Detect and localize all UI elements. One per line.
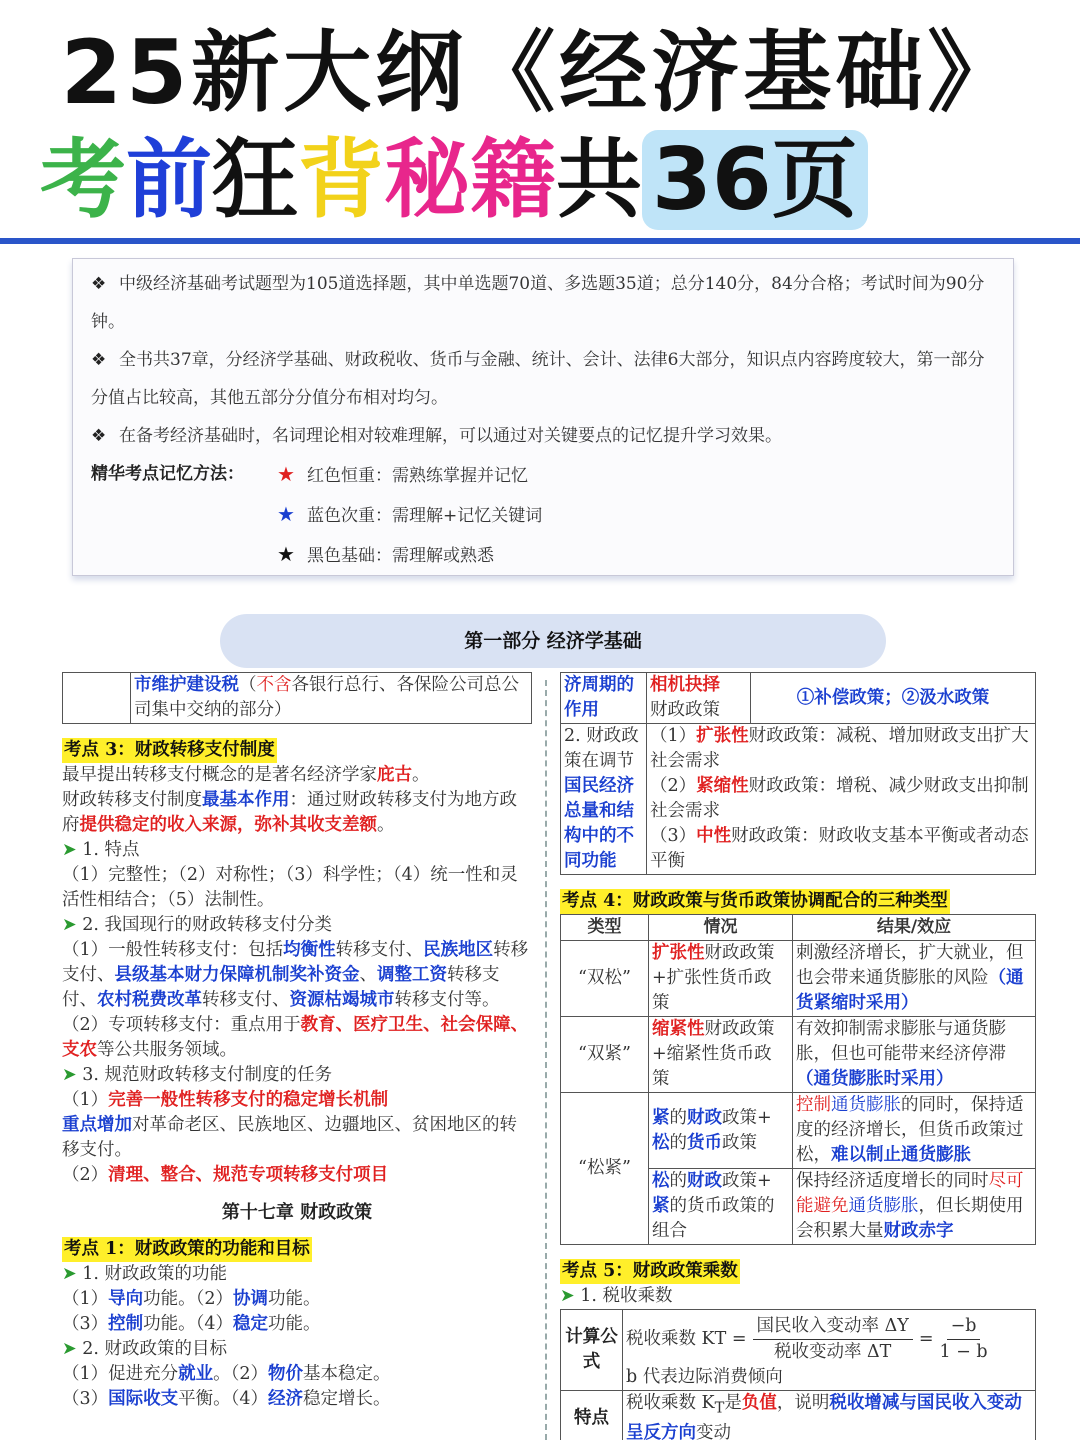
task-1-text: （1）完善一般性转移支付的稳定增长机制 <box>62 1090 389 1110</box>
intro-paragraph-1 <box>91 265 995 341</box>
kp3-title: 考点 3：财政转移支付制度 <box>62 738 277 763</box>
memory-list <box>277 455 542 575</box>
arrow-icon: ➤ <box>62 1065 77 1085</box>
section-heading: ➤ 1. 财政政策的功能 <box>62 1264 228 1284</box>
section-heading: ➤ 2. 财政政策的目标 <box>62 1339 228 1359</box>
table-header: 类型 <box>561 915 649 941</box>
intro-text: 在备考经济基础时，名词理论相对较难理解，可以通过对关键要点的记忆提升学习效果。 <box>119 426 782 446</box>
formula-cell: 税收乘数 KT = $\frac{\text{国民收入变动率 ΔY}}{\text{税收变动率 ΔT}}$ = $\frac{-b}{1 - b}$ b 代表边际消费倾向 <box>623 1310 1036 1391</box>
diamond-bullet-icon: ❖ <box>91 350 107 370</box>
memory-item-red <box>277 455 542 495</box>
kp3-line1: 最早提出转移支付概念的是著名经济学家庇古。 <box>62 765 430 785</box>
sub-title-char: 前 <box>126 130 212 230</box>
memory-text: 红色恒重：需熟练掌握并记忆 <box>307 466 528 486</box>
memory-text: 黑色基础：需理解或熟悉 <box>307 546 494 566</box>
memory-item-blue <box>277 495 542 535</box>
arrow-icon: ➤ <box>62 840 77 860</box>
table-cell-empty <box>63 673 131 724</box>
policy-mix-table <box>560 914 1036 1245</box>
kp5-title: 考点 5：财政政策乘数 <box>560 1259 740 1284</box>
arrow-icon: ➤ <box>62 1264 77 1284</box>
general-transfer-text: （1）一般性转移支付：包括均衡性转移支付、民族地区转移支付、县级基本财力保障机制奖补资金、调整工资转移支付、农村税费改革转移支付、资源枯竭城市转移支付等。 <box>62 940 529 1010</box>
left-column <box>62 672 532 1412</box>
table-cell <box>131 673 532 724</box>
section-heading: ➤ 3. 规范财政转移支付制度的任务 <box>62 1065 333 1085</box>
blue-term: 市维护建设税 <box>134 675 239 695</box>
black-star-icon: ★ <box>277 542 295 566</box>
section-heading: ➤ 2. 我国现行的财政转移支付分类 <box>62 915 333 935</box>
function-line: （1）导向功能。（2）协调功能。 <box>62 1289 321 1309</box>
page-count-badge: 36页 <box>642 130 868 230</box>
table-row: “双松” 扩张性财政政策+扩张性货币政策 刺激经济增长，扩大就业，但也会带来通货膨胀的风险（通货紧缩时采用） <box>561 941 1036 1017</box>
table-row: “双紧” 缩紧性财政政策+缩紧性货币政策 有效抑制需求膨胀与通货膨胀，但也可能带来经济停滞（通货膨胀时采用） <box>561 1017 1036 1093</box>
memory-label: 精华考点记忆方法： <box>91 464 244 484</box>
table-cell: 相机抉择 财政政策 <box>647 673 751 724</box>
intro-paragraph-2 <box>91 341 995 417</box>
text: （ <box>239 675 257 695</box>
task-1-detail: 重点增加对革命老区、民族地区、边疆地区、贫困地区的转移支付。 <box>62 1115 517 1160</box>
intro-paragraph-3 <box>91 417 995 455</box>
arrow-icon: ➤ <box>62 1339 77 1359</box>
table-cell: 2. 财政政策在调节国民经济总量和结构中的不同功能 <box>561 724 647 875</box>
diamond-bullet-icon: ❖ <box>91 426 107 446</box>
arrow-icon: ➤ <box>62 915 77 935</box>
sub-title-char: 考 <box>40 130 126 230</box>
memory-text: 蓝色次重：需理解+记忆关键词 <box>307 506 543 526</box>
chapter-title: 第十七章 财政政策 <box>221 1202 373 1223</box>
main-title: 25新大纲《经济基础》 <box>60 21 1020 124</box>
table-cell: （1）扩张性财政政策：减税、增加财政支出扩大社会需求 （2）紧缩性财政政策：增税、减少财政支出抑制社会需求 （3）中性财政政策：财政收支基本平衡或者动态平衡 <box>647 724 1036 875</box>
text: 各银行总行、各保险公司总公司集中交纳的部分） <box>134 675 519 720</box>
sub-title-char: 籍 <box>470 130 556 230</box>
tax-table-fragment <box>62 672 532 724</box>
kp1-title: 考点 1：财政政策的功能和目标 <box>62 1237 312 1262</box>
section-heading: ➤ 1. 特点 <box>62 840 140 860</box>
header-divider <box>0 238 1080 244</box>
blue-star-icon: ★ <box>277 502 295 526</box>
red-term: 不含 <box>256 675 292 695</box>
intro-box <box>72 258 1014 576</box>
task-2-text: （2）清理、整合、规范专项转移支付项目 <box>62 1165 389 1185</box>
fiscal-policy-table <box>560 672 1036 875</box>
special-transfer-text: （2）专项转移支付：重点用于教育、医疗卫生、社会保障、支农等公共服务领域。 <box>62 1015 529 1060</box>
kp4-title: 考点 4：财政政策与货币政策协调配合的三种类型 <box>560 889 950 914</box>
memory-item-black <box>277 535 542 575</box>
table-cell: ①补偿政策；②汲水政策 <box>751 673 1036 724</box>
diamond-bullet-icon: ❖ <box>91 274 107 294</box>
section-heading: ➤ 1. 税收乘数 <box>560 1286 673 1306</box>
sub-title-char: 秘 <box>384 130 470 230</box>
memory-method <box>91 455 995 575</box>
function-line: （3）控制功能。（4）稳定功能。 <box>62 1314 321 1334</box>
sub-title <box>40 130 868 230</box>
goal-line: （1）促进充分就业。（2）物价基本稳定。 <box>62 1364 391 1384</box>
multiplier-table: 计算公式 税收乘数 KT = $\frac{\text{国民收入变动率 ΔY}}{\text{税收变动率 ΔT}}$ = $\frac{-b}{1 - b}$ b 代表边际消费倾向 特点 税收乘数 $K_T$是负值，说明税收增减与国民收入变动呈反方向变动 <box>560 1309 1036 1440</box>
red-star-icon: ★ <box>277 462 295 486</box>
kp3-line2: 财政转移支付制度最基本作用：通过财政转移支付为地方政府提供稳定的收入来源，弥补其收支差额。 <box>62 790 517 835</box>
sub-title-char: 狂 <box>212 130 298 230</box>
arrow-icon: ➤ <box>560 1286 575 1306</box>
part-banner: 第一部分 经济学基础 <box>220 614 886 668</box>
goal-line: （3）国际收支平衡。（4）经济稳定增长。 <box>62 1389 391 1409</box>
table-row: “松紧” 紧的财政政策+ 松的货币政策 控制通货膨胀的同时，保持适度的经济增长，但货币政策过松，难以制止通货膨胀 <box>561 1093 1036 1169</box>
intro-text: 中级经济基础考试题型为105道选择题，其中单选题70道、多选题35道；总分140分，84分合格；考试时间为90分钟。 <box>91 274 985 332</box>
table-header: 结果/效应 <box>793 915 1036 941</box>
features-text: （1）完整性；（2）对称性；（3）科学性；（4）统一性和灵活性相结合；（5）法制性。 <box>62 865 518 910</box>
table-cell: 济周期的作用 <box>561 673 647 724</box>
table-row: 松的财政政策+ 紧的货币政策的组合 保持经济适度增长的同时尽可能避免通货膨胀，但长期使用会积累大量财政赤字 <box>561 1169 1036 1245</box>
sub-title-char: 背 <box>298 130 384 230</box>
intro-text: 全书共37章，分经济学基础、财政税收、货币与金融、统计、会计、法律6大部分，知识点内容跨度较大，第一部分分值占比较高，其他五部分分值分布相对均匀。 <box>91 350 985 408</box>
table-header: 情况 <box>649 915 793 941</box>
column-divider <box>545 680 547 1440</box>
sub-title-char: 共 <box>556 130 642 230</box>
right-column <box>560 672 1036 1440</box>
